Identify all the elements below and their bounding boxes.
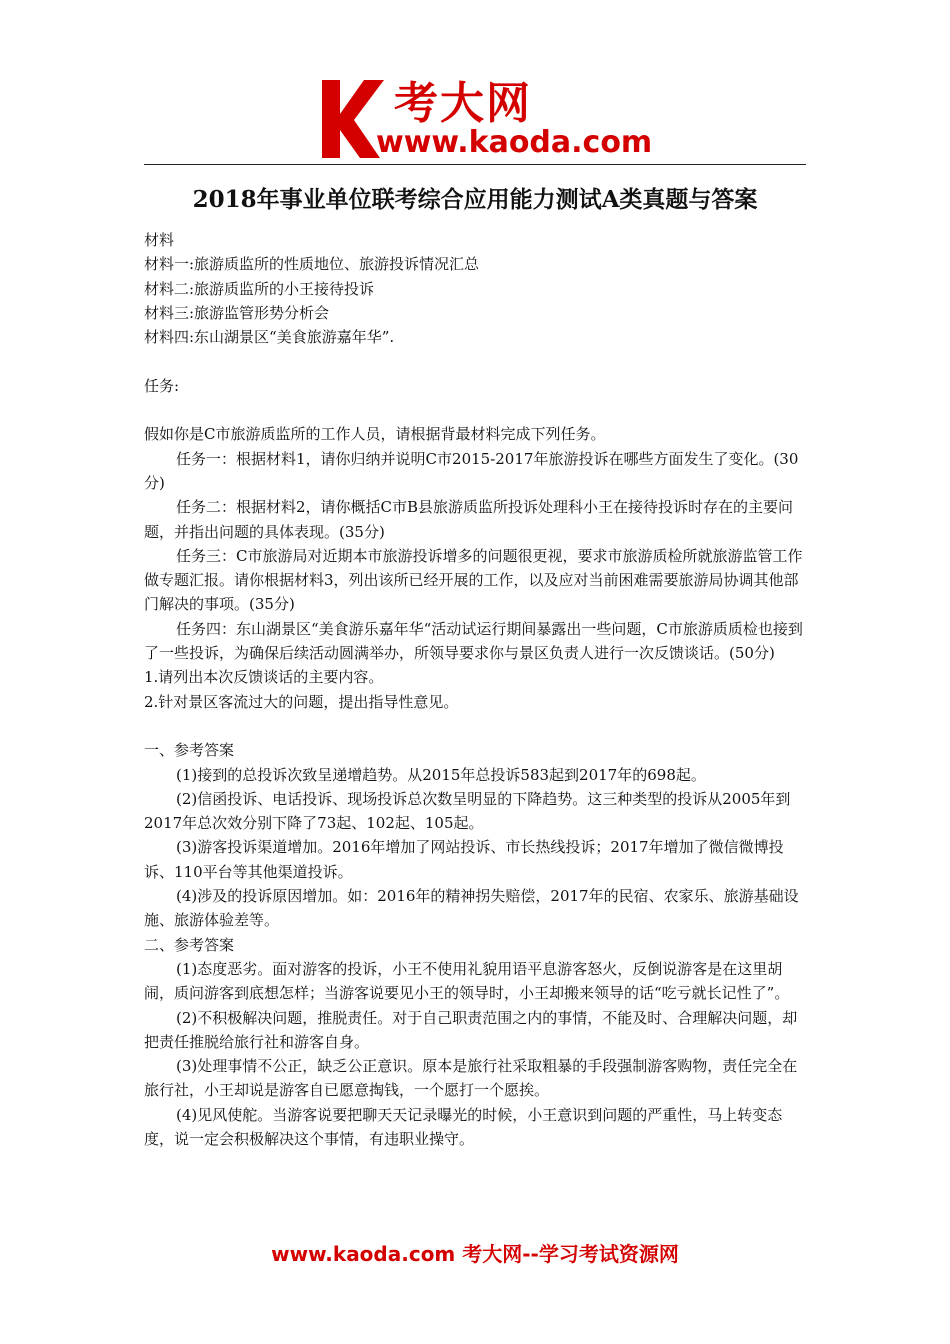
- task-subitem: 2.针对景区客流过大的问题，提出指导性意见。: [144, 692, 459, 711]
- answer2-heading: 二、参考答案: [144, 935, 235, 954]
- logo-title: 考大网: [394, 78, 532, 129]
- spacer: [144, 714, 808, 738]
- materials-heading: 材料: [144, 231, 175, 249]
- answer1-item: (4)涉及的投诉原因增加。如：2016年的精神拐失赔偿，2017年的民宿、农家乐、旅游基础设施、旅游体验差等。: [144, 887, 799, 930]
- answer2-item: (2)不积极解决问题，推脱责任。对于自己职责范围之内的事情，不能及时、合理解决问题，却把责任推脱给旅行社和游客自身。: [144, 1008, 798, 1051]
- answer1-item: (2)信函投诉、电话投诉、现场投诉总次数呈明显的下降趋势。这三种类型的投诉从2005年到2017年总次效分别下降了73起、102起、105起。: [144, 789, 791, 833]
- kaoda-logo: [318, 76, 653, 162]
- task-subitem: 1.请列出本次反馈谈话的主要内容。: [144, 668, 384, 687]
- task-item: 任务三：C市旅游局对近期本市旅游投诉增多的问题很更视，要求市旅游质检所就旅游监管工作做专题汇报。请你根据材料3，列出该所已经开展的工作，以及应对当前困难需要旅游局协调其他部门解决的事项。(35分): [144, 546, 803, 614]
- answer1-heading: 一、参考答案: [144, 741, 235, 760]
- answer2-item: (3)处理事情不公正，缺乏公正意识。原本是旅行社采取粗暴的手段强制游客购物，责任完全在旅行社，小王却说是游客自已愿意掏钱，一个愿打一个愿挨。: [144, 1057, 798, 1100]
- answer1-item: (1)接到的总投诉次致呈递增趋势。从2015年总投诉583起到2017年的698起。: [176, 765, 706, 784]
- task-item: 任务一：根据材料1，请你归纳并说明C市2015-2017年旅游投诉在哪些方面发生了变化。(30分): [144, 449, 799, 492]
- header-divider: [144, 164, 806, 165]
- answer1-item: (3)游客投诉渠道增加。2016年增加了网站投诉、市长热线投诉；2017年增加了微信微博投诉、110平台等其他渠道投诉。: [144, 838, 784, 881]
- spacer: [144, 349, 808, 373]
- document-body: [144, 228, 808, 1151]
- task-heading: 任务:: [144, 376, 180, 395]
- answer2-item: (1)态度恶劣。面对游客的投诉，小王不使用礼貌用语平息游客怒火，反倒说游客是在这里胡闹，质问游客到底想怎样；当游客说要见小王的领导时，小王却搬来领导的话“吃亏就长记性了”。: [144, 959, 790, 1003]
- logo-url: www.kaoda.com: [376, 125, 653, 160]
- task-item: 任务四：东山湖景区“美食游乐嘉年华“活动试运行期间暴露出一些问题，C市旅游质质检也接到了一些投诉，为确保后续活动圆满举办，所领导要求你与景区负责人进行一次反馈谈话。(50分): [144, 619, 803, 663]
- task-intro: 假如你是C市旅游质监所的工作人员，请根据背最材料完成下列任务。: [144, 425, 606, 444]
- material-item: 材料四:东山湖景区“美食旅游嘉年华”.: [144, 328, 395, 347]
- spacer: [144, 398, 808, 422]
- material-item: 材料一:旅游质监所的性质地位、旅游投诉情况汇总: [144, 255, 480, 274]
- material-item: 材料三:旅游监管形势分析会: [144, 303, 330, 322]
- document-title: 2018年事业单位联考综合应用能力测试A类真题与答案: [192, 186, 758, 213]
- task-item: 任务二：根据材料2，请你概括C市B县旅游质监所投诉处理科小王在接待投诉时存在的主要问题，并指出问题的具体表现。(35分): [144, 498, 794, 541]
- footer-link[interactable]: www.kaoda.com 考大网--学习考试资源网: [271, 1242, 679, 1266]
- answer2-item: (4)见风使舵。当游客说要把聊天天记录曝光的时候，小王意识到问题的严重性，马上转变态度，说一定会积极解决这个事情，有违职业操守。: [144, 1105, 783, 1148]
- material-item: 材料二:旅游质监所的小王接待投诉: [144, 279, 375, 298]
